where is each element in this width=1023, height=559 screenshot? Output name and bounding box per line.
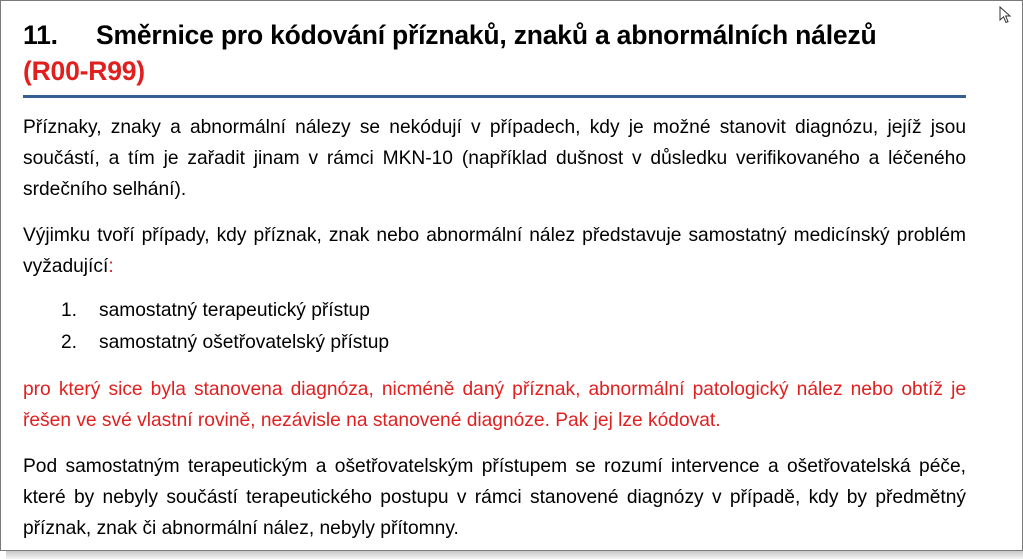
approach-list — [23, 295, 966, 359]
paragraph-coding-allowed: pro který sice byla stanovena diagnóza, nicméně daný příznak, abnormální patologický nález nebo obtíž je řešen ve své vlastní rovině, nezávisle na stanovené diagnóze. Pak jej lze kódovat. — [23, 379, 966, 431]
document-page — [23, 9, 966, 544]
list-item-text: samostatný terapeutický přístup — [99, 300, 370, 321]
list-item-number: 2. — [61, 332, 78, 353]
list-item-text: samostatný ošetřovatelský přístup — [99, 332, 390, 353]
list-item — [23, 295, 966, 327]
paragraph-exception-colon: : — [108, 256, 114, 277]
section-code: (R00-R99) — [23, 56, 145, 86]
section-number: 11. — [23, 20, 58, 50]
list-item — [23, 327, 966, 359]
section-title: Směrnice pro kódování příznaků, znaků a abnormálních nálezů — [96, 20, 877, 50]
list-item-number: 1. — [61, 300, 78, 321]
heading-underline — [23, 95, 966, 98]
section-heading — [23, 17, 966, 89]
paragraph-definition: Pod samostatným terapeutickým a ošetřovatelským přístupem se rozumí intervence a ošetřovatelská péče, které by nebyly součástí terapeutického postupu v rámci stanovené diagnózy v případě, kdy by předmětný příznak, znak či abnormální nález, nebyly přítomny. — [23, 456, 966, 539]
paragraph-symptoms: Příznaky, znaky a abnormální nálezy se nekódují v případech, kdy je možné stanovit diagnózu, jejíž jsou součástí, a tím je zařadit jinam v rámci MKN-10 (například dušnost v důsledku verifikovaného a léčeného srdečního selhání). — [23, 117, 966, 200]
mouse-pointer-icon — [999, 6, 1013, 24]
paragraph-exception — [23, 220, 966, 282]
paragraph-exception-text: Výjimku tvoří případy, kdy příznak, znak nebo abnormální nález představuje samostatný medicínský problém vyžadující — [23, 225, 966, 277]
